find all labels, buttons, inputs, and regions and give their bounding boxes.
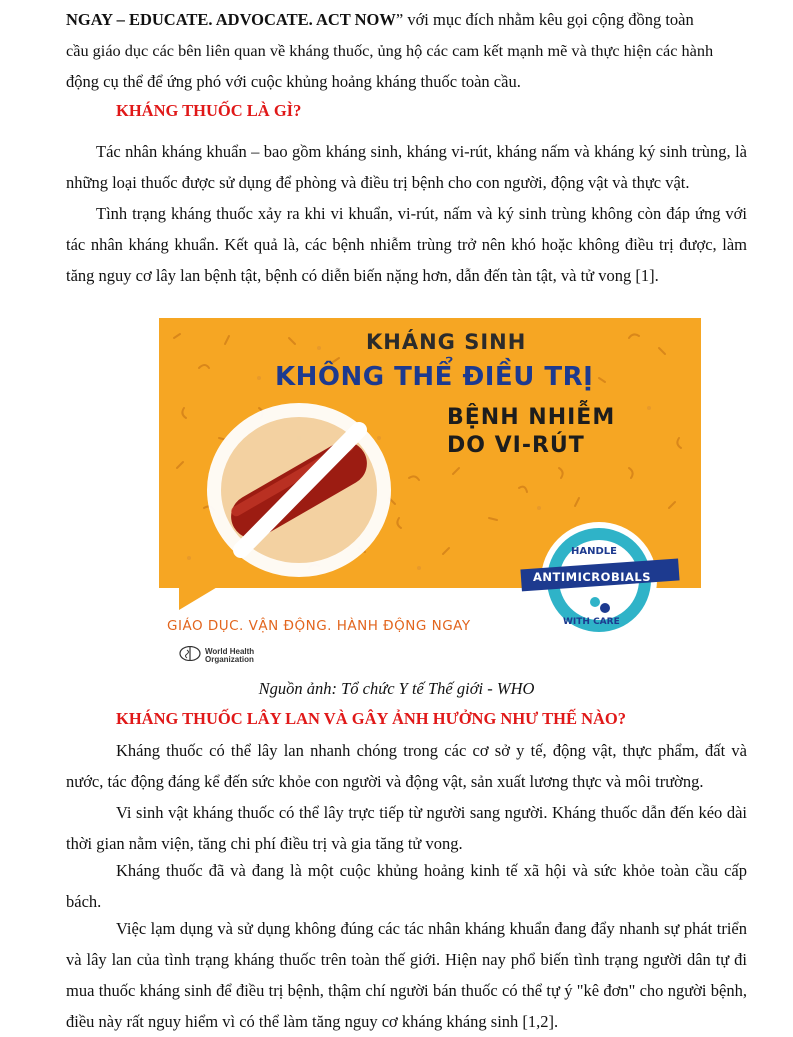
poster-line-3: BỆNH NHIỄM: [447, 405, 616, 430]
intro-line-1: [66, 4, 747, 35]
poster-line-2: KHÔNG THỂ ĐIỀU TRỊ: [275, 362, 594, 392]
speech-tail: [179, 586, 219, 610]
intro-line-2: cầu giáo dục các bên liên quan về kháng thuốc, ủng hộ các cam kết mạnh mẽ và thực hiện các hành: [66, 41, 714, 60]
who-logo-icon: [179, 646, 201, 661]
image-caption: Nguồn ảnh: Tổ chức Y tế Thế giới - WHO: [258, 679, 535, 698]
who-line-1: World Health: [205, 647, 255, 656]
poster-line-1: KHÁNG SINH: [366, 330, 527, 354]
badge-bottom-text: WITH CARE: [563, 617, 620, 627]
poster-slogan: GIÁO DỤC. VẬN ĐỘNG. HÀNH ĐỘNG NGAY: [167, 618, 471, 634]
intro-line-3: động cụ thể để ứng phó với cuộc khủng hoảng kháng thuốc toàn cầu.: [66, 72, 521, 91]
campaign-slogan: NGAY – EDUCATE. ADVOCATE. ACT NOW: [66, 10, 396, 29]
section-heading-what-is-amr: KHÁNG THUỐC LÀ GÌ?: [116, 101, 302, 120]
intro-line-1-rest: ” với mục đích nhằm kêu gọi cộng đồng toàn: [395, 10, 694, 29]
poster-line-4: DO VI-RÚT: [447, 433, 585, 458]
who-line-2: Organization: [205, 655, 254, 664]
badge-top-text: HANDLE: [571, 546, 617, 557]
paragraph-transmission: Vi sinh vật kháng thuốc có thể lây trực tiếp từ người sang người. Kháng thuốc dẫn đến kéo dài thời gian nằm viện, tăng chi phí điều trị và gia tăng tử vong.: [66, 803, 747, 853]
pill-prohibition-icon: [214, 410, 384, 570]
who-poster-image: [159, 318, 701, 665]
paragraph-crisis: Kháng thuốc đã và đang là một cuộc khủng hoảng kinh tế xã hội và sức khỏe toàn cầu cấp bách.: [66, 861, 747, 911]
paragraph-definition: Tác nhân kháng khuẩn – bao gồm kháng sinh, kháng vi-rút, kháng nấm và kháng ký sinh trùng, là những loại thuốc được sử dụng để phòng và điều trị bệnh cho con người, động vật và thực vật.: [66, 142, 747, 192]
badge-main-text: ANTIMICROBIALS: [533, 570, 651, 584]
paragraph-misuse: Việc lạm dụng và sử dụng không đúng các tác nhân kháng khuẩn đang đẩy nhanh sự phát triển và lây lan của tình trạng kháng thuốc trên toàn thế giới. Hiện nay phổ biến tình trạng người dân tự đi mua thuốc kháng sinh để điều trị bệnh, thậm chí người bán thuốc có thể tự ý "kê đơn" cho người bệnh, điều này rất nguy hiểm vì có thể làm tăng nguy cơ kháng kháng sinh [1,2].: [66, 919, 747, 1031]
paragraph-resistance: Tình trạng kháng thuốc xảy ra khi vi khuẩn, vi-rút, nấm và ký sinh trùng không còn đáp ứng với tác nhân kháng khuẩn. Kết quả là, các bệnh nhiễm trùng trở nên khó hoặc không điều trị được, làm tăng nguy cơ lây lan bệnh tật, bệnh có diễn biến nặng hơn, dẫn đến tàn tật, và tử vong [1].: [66, 204, 747, 285]
section-heading-spread: KHÁNG THUỐC LÂY LAN VÀ GÂY ẢNH HƯỞNG NHƯ THẾ NÀO?: [116, 709, 627, 728]
who-wordmark: [205, 648, 254, 664]
paragraph-spread: Kháng thuốc có thể lây lan nhanh chóng trong các cơ sở y tế, động vật, thực phẩm, đất và nước, tác động đáng kể đến sức khỏe con người và động vật, sản xuất lương thực và môi trường.: [66, 741, 747, 791]
